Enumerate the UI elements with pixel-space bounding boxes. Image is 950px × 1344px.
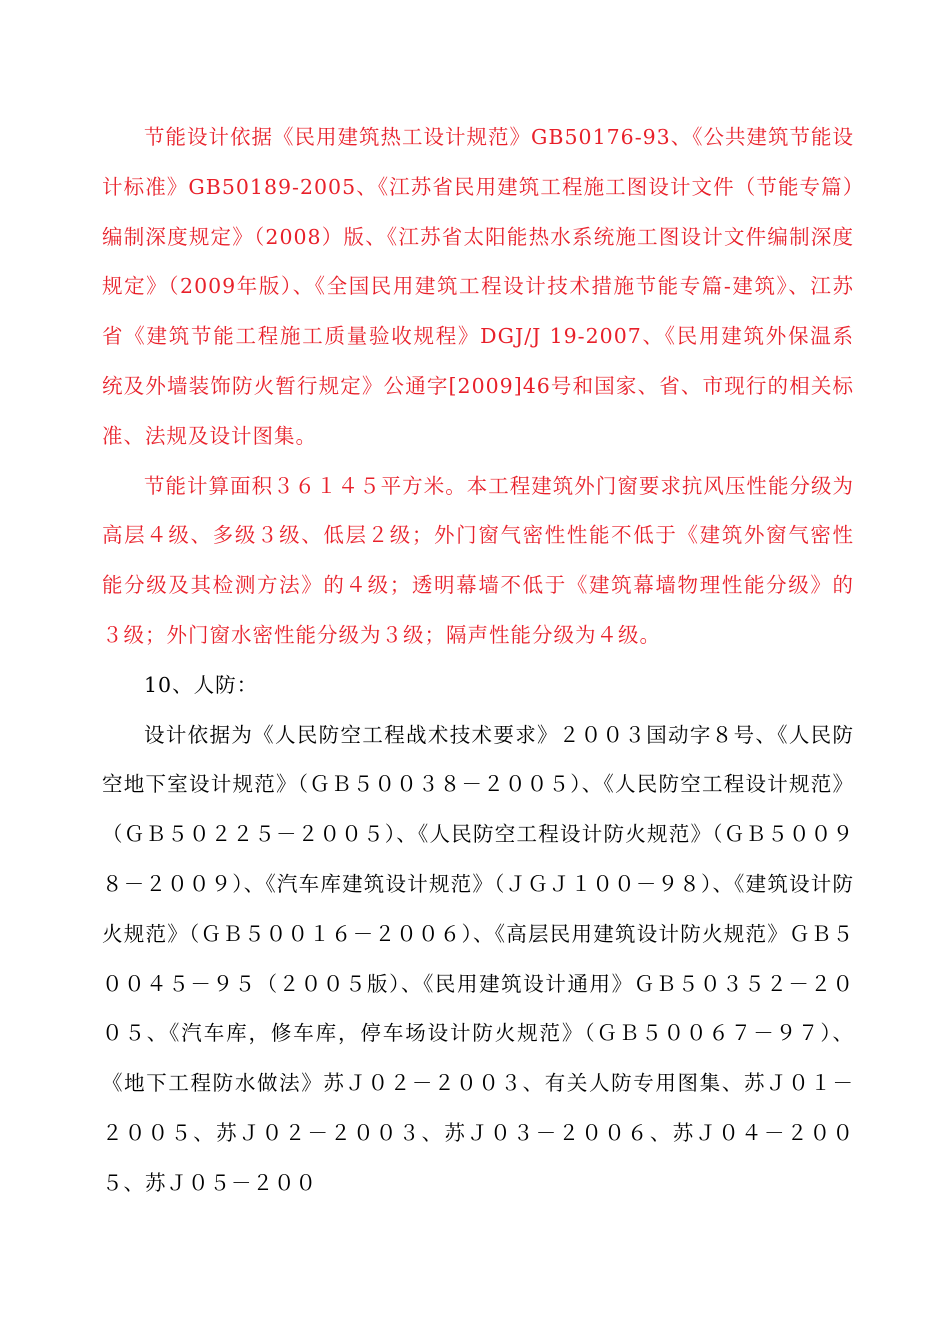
section-heading-civil-defense: 10、人防： bbox=[144, 672, 259, 697]
energy-design-basis-paragraph: 节能设计依据《民用建筑热工设计规范》GB50176-93、《公共建筑节能设计标准》GB50189-2005、《江苏省民用建筑工程施工图设计文件（节能专篇）编制深度规定》（2008）版、《江苏省太阳能热水系统施工图设计文件编制深度规定》（2009年版）、《全国民用建筑工程设计技术措施节能专篇-建筑》、江苏省《建筑节能工程施工质量验收规程》DGJ/J 19-2007、《民用建筑外保温系统及外墙装饰防火暂行规定》公通字[2009]46号和国家、省、市现行的相关标准、法规及设计图集。 bbox=[102, 125, 854, 448]
energy-calculation-paragraph: 节能计算面积３６１４５平方米。本工程建筑外门窗要求抗风压性能分级为高层４级、多级３级、低层２级；外门窗气密性性能不低于《建筑外窗气密性能分级及其检测方法》的４级；透明幕墙不低于《建筑幕墙物理性能分级》的３级；外门窗水密性能分级为３级；隔声性能分级为４级。 bbox=[102, 473, 854, 647]
document-page bbox=[102, 113, 854, 1209]
civil-defense-design-basis-paragraph: 设计依据为《人民防空工程战术技术要求》２００３国动字８号、《人民防空地下室设计规范》（ＧＢ５００３８－２００５）、《人民防空工程设计规范》（ＧＢ５０２２５－２００５）、《人民防空工程设计防火规范》（ＧＢ５００９８－２００９）、《汽车库建筑设计规范》（ＪＧＪ１００－９８）、《建筑设计防火规范》（ＧＢ５００１６－２００６）、《高层民用建筑设计防火规范》ＧＢ５００４５－９５（２００５版）、《民用建筑设计通用》ＧＢ５０３５２－２００５、《汽车库，修车库，停车场设计防火规范》（ＧＢ５００６７－９７）、《地下工程防水做法》苏Ｊ０２－２００３、有关人防专用图集、苏Ｊ０１－２００５、苏Ｊ０２－２００３、苏Ｊ０３－２００６、苏Ｊ０４－２００５、苏Ｊ０５－２００ bbox=[102, 722, 854, 1195]
